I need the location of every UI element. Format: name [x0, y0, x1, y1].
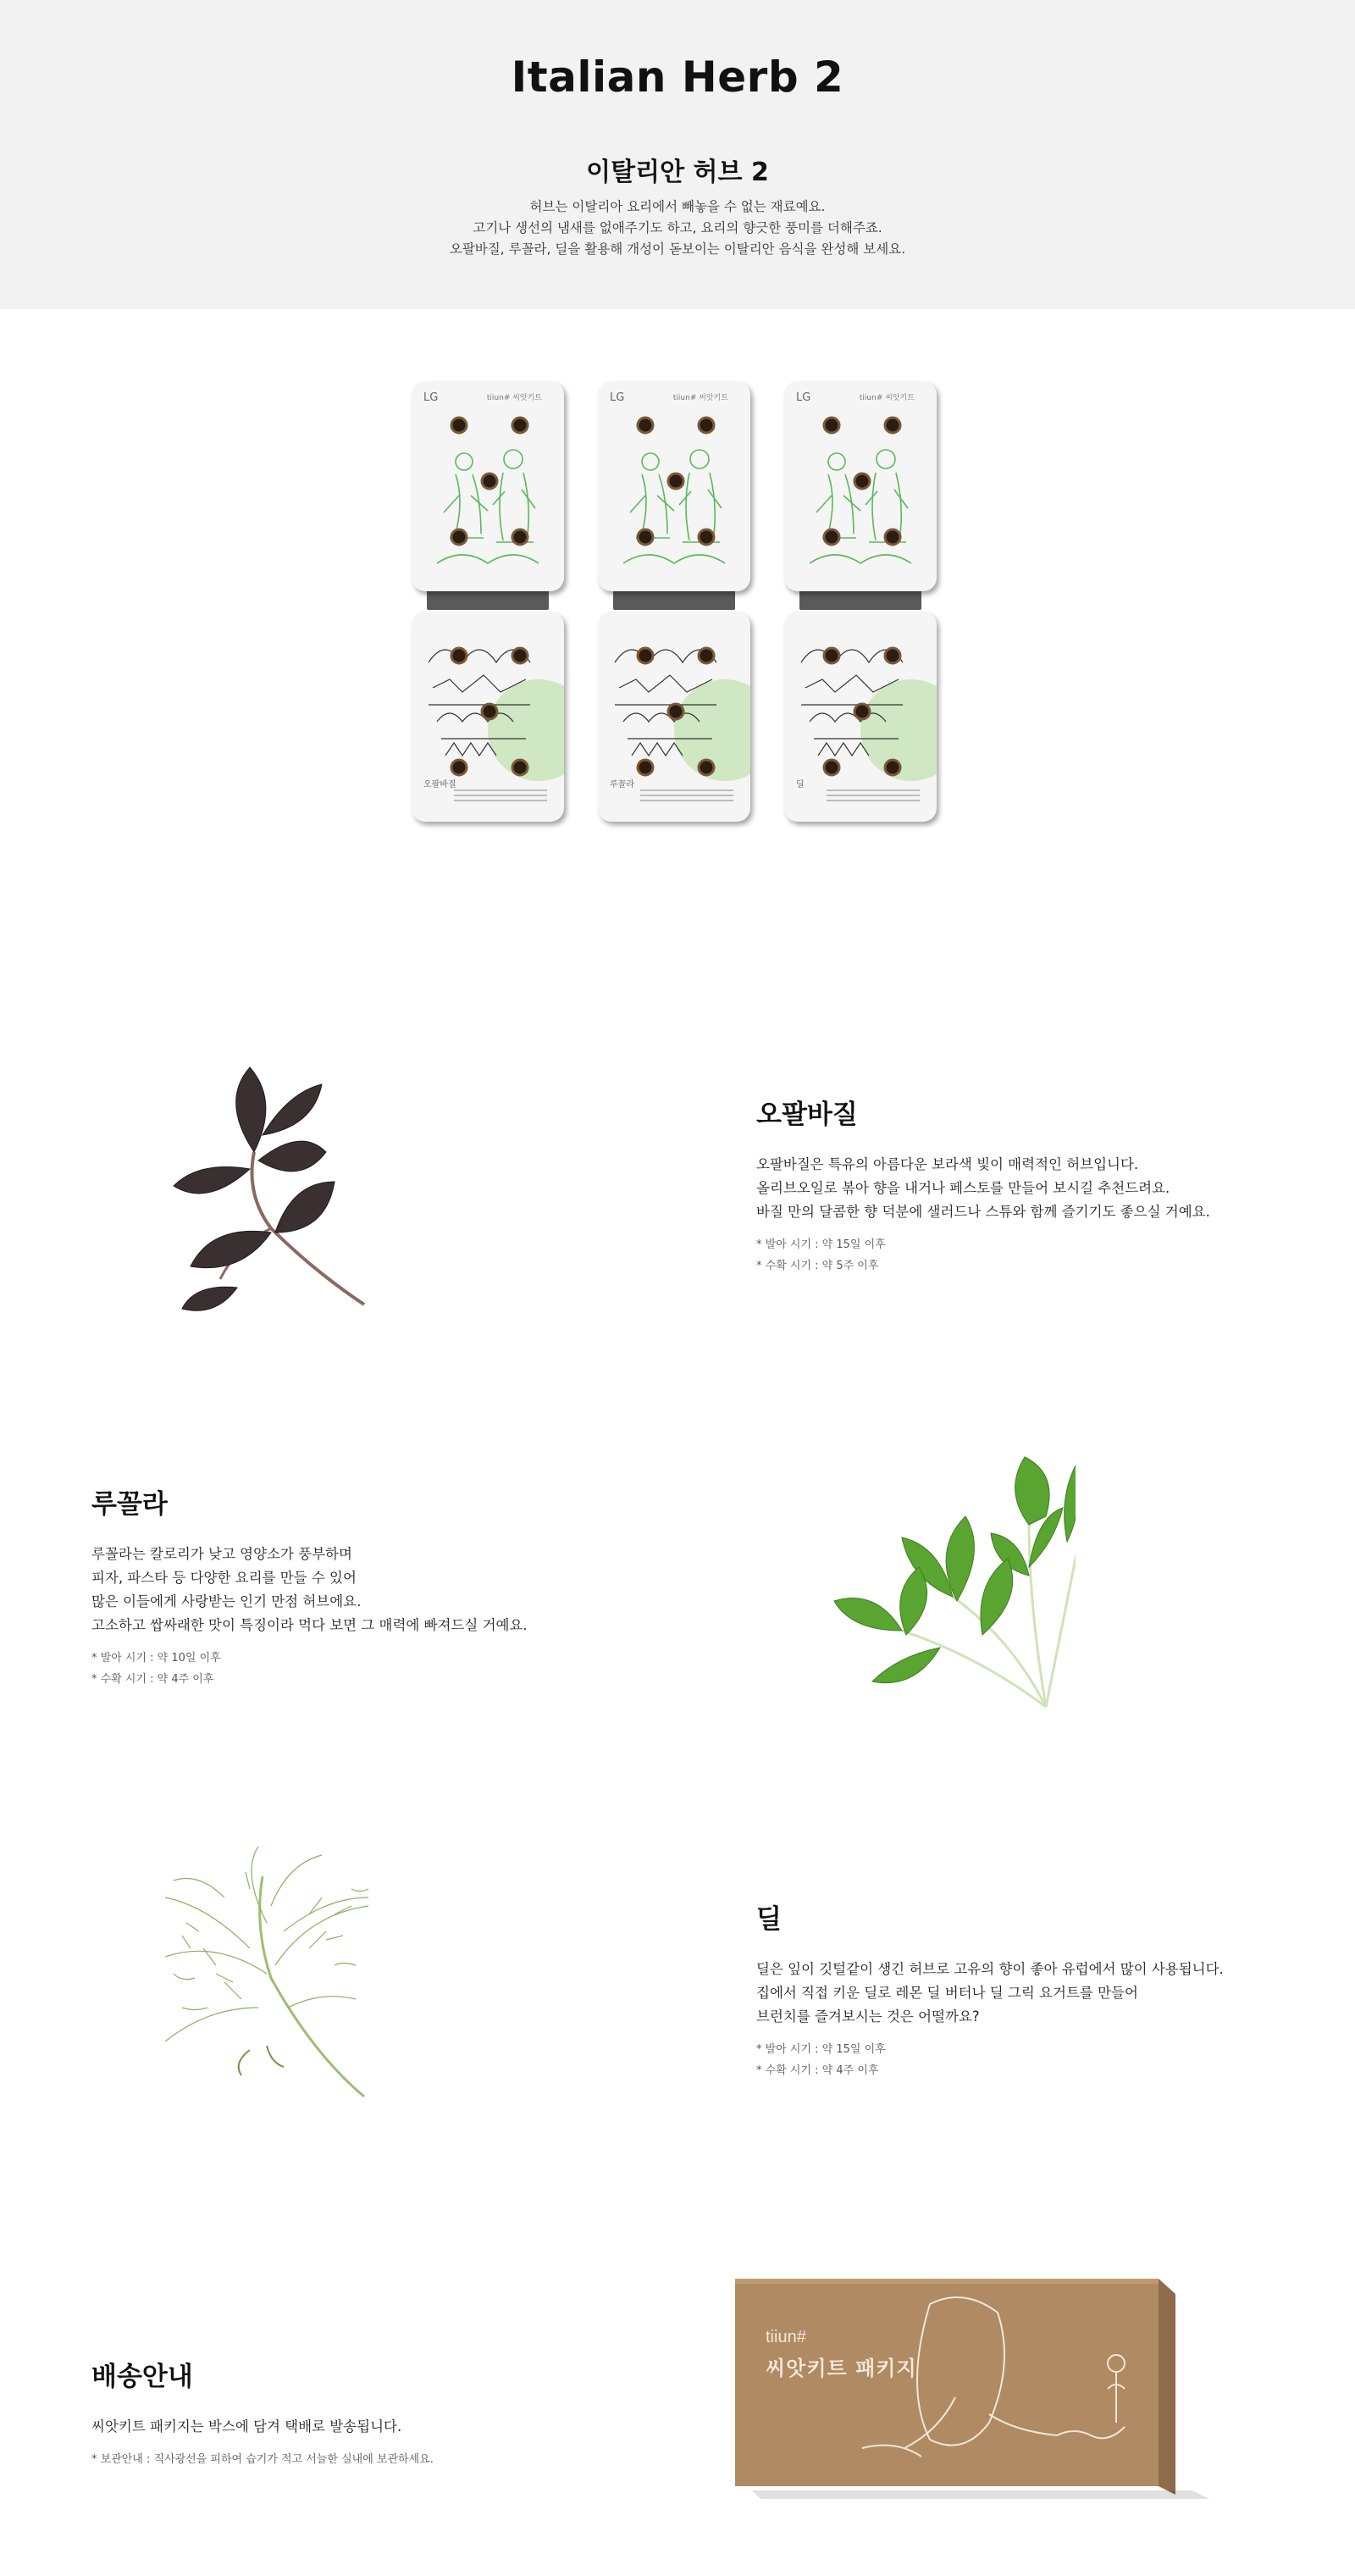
- intro-line: 허브는 이탈리아 요리에서 빼놓을 수 없는 재료예요.: [529, 199, 826, 214]
- herb-description-line: 집에서 직접 키운 딜로 레몬 딜 버터나 딜 그릭 요거트를 만들어: [756, 1985, 1138, 2001]
- storage-note: * 보관안내 : 직사광선을 피하여 습기가 적고 서늘한 실내에 보관하세요.: [91, 2453, 434, 2466]
- dill-image: [140, 1838, 394, 2101]
- herb-description: [756, 1958, 1315, 2029]
- lg-logo: LG: [796, 391, 811, 404]
- herb-name: 오팔바질: [756, 1100, 858, 1130]
- delivery-info: [91, 2355, 633, 2470]
- kit-card-bottom: [412, 612, 564, 822]
- herb-timing: [756, 2039, 1315, 2081]
- kit-brand: tiiun# 씨앗키트: [859, 394, 915, 402]
- germination-period: * 발아 시기 : 약 15일 이후: [756, 2043, 886, 2056]
- arugula-info: [91, 1482, 633, 1690]
- gardener-illustration: [412, 381, 564, 591]
- box-brand: tiiun#: [766, 2328, 806, 2346]
- opal-basil-info: [756, 1093, 1281, 1277]
- kit-card-bottom: [784, 612, 937, 822]
- germination-period: * 발아 시기 : 약 10일 이후: [91, 1652, 221, 1665]
- seed-kit: [406, 381, 569, 839]
- kit-herb-name: 오팔바질: [423, 780, 456, 789]
- germination-period: * 발아 시기 : 약 15일 이후: [756, 1238, 886, 1251]
- herb-description-line: 딜은 잎이 깃털같이 생긴 허브로 고유의 향이 좋아 유럽에서 많이 사용됩니다.: [756, 1961, 1224, 1977]
- harvest-period: * 수확 시기 : 약 4주 이후: [91, 1673, 214, 1686]
- seed-kit: [779, 381, 942, 839]
- herb-description: [91, 1543, 633, 1637]
- opal-basil-image: [136, 1042, 390, 1330]
- page-title: Italian Herb 2: [511, 53, 844, 102]
- kit-card-bottom: [598, 612, 750, 822]
- harvest-period: * 수확 시기 : 약 5주 이후: [756, 1260, 879, 1272]
- kraft-box: [735, 2279, 1209, 2499]
- herb-description-line: 루꼴라는 칼로리가 낮고 영양소가 풍부하며: [91, 1546, 352, 1562]
- kit-instructions: [454, 789, 547, 805]
- lg-logo: LG: [610, 391, 625, 404]
- herb-name: 루꼴라: [91, 1489, 168, 1520]
- intro-section: [0, 0, 1355, 309]
- kit-card-top: [598, 381, 750, 591]
- herb-description: [756, 1153, 1281, 1224]
- kit-herb-name: 딜: [796, 780, 805, 789]
- arugula-image: [813, 1449, 1076, 1720]
- herb-description-line: 오팔바질은 특유의 아름다운 보라색 빛이 매력적인 허브입니다.: [756, 1156, 1139, 1172]
- herb-description-line: 고소하고 쌉싸래한 맛이 특징이라 먹다 보면 그 매력에 빠져드실 거예요.: [91, 1617, 528, 1633]
- kit-herb-name: 루꼴라: [610, 780, 634, 789]
- package-box-image: [735, 2279, 1209, 2499]
- page-subtitle: 이탈리안 허브 2: [586, 158, 769, 187]
- kit-instructions: [827, 789, 920, 805]
- intro-description: [0, 197, 1355, 260]
- herb-name: 딜: [756, 1904, 782, 1935]
- box-label: 씨앗키트 패키지: [766, 2357, 917, 2380]
- kit-brand: tiiun# 씨앗키트: [672, 394, 728, 402]
- kit-brand: tiiun# 씨앗키트: [486, 394, 542, 402]
- seed-kit: [593, 381, 755, 839]
- herb-timing: [756, 1234, 1281, 1277]
- delivery-description: 씨앗키트 패키지는 박스에 담겨 택배로 발송됩니다.: [91, 2418, 402, 2435]
- kit-card-top: [784, 381, 937, 591]
- gardener-illustration: [784, 381, 937, 591]
- gardener-illustration: [598, 381, 750, 591]
- herb-timing: [91, 1648, 633, 1690]
- kit-card-top: [412, 381, 564, 591]
- herb-description-line: 브런치를 즐겨보시는 것은 어떨까요?: [756, 2008, 980, 2025]
- lg-logo: LG: [423, 391, 439, 404]
- herb-description-line: 바질 만의 달콤한 향 덕분에 샐러드나 스튜와 함께 즐기기도 좋으실 거예요.: [756, 1204, 1210, 1220]
- herb-description-line: 피자, 파스타 등 다양한 요리를 만들 수 있어: [91, 1570, 357, 1586]
- seed-kit-image: [406, 381, 948, 839]
- harvest-period: * 수확 시기 : 약 4주 이후: [756, 2064, 879, 2077]
- herb-description-line: 많은 이들에게 사랑받는 인기 만점 허브에요.: [91, 1593, 362, 1609]
- intro-line: 고기나 생선의 냄새를 없애주기도 하고, 요리의 향긋한 풍미를 더해주죠.: [473, 220, 882, 235]
- herb-description-line: 올리브오일로 볶아 향을 내거나 페스토를 만들어 보시길 추천드려요.: [756, 1180, 1170, 1196]
- intro-line: 오팔바질, 루꼴라, 딜을 활용해 개성이 돋보이는 이탈리안 음식을 완성해 보세요.: [449, 241, 906, 257]
- delivery-title: 배송안내: [91, 2362, 193, 2392]
- dill-info: [756, 1897, 1315, 2081]
- kit-instructions: [640, 789, 733, 805]
